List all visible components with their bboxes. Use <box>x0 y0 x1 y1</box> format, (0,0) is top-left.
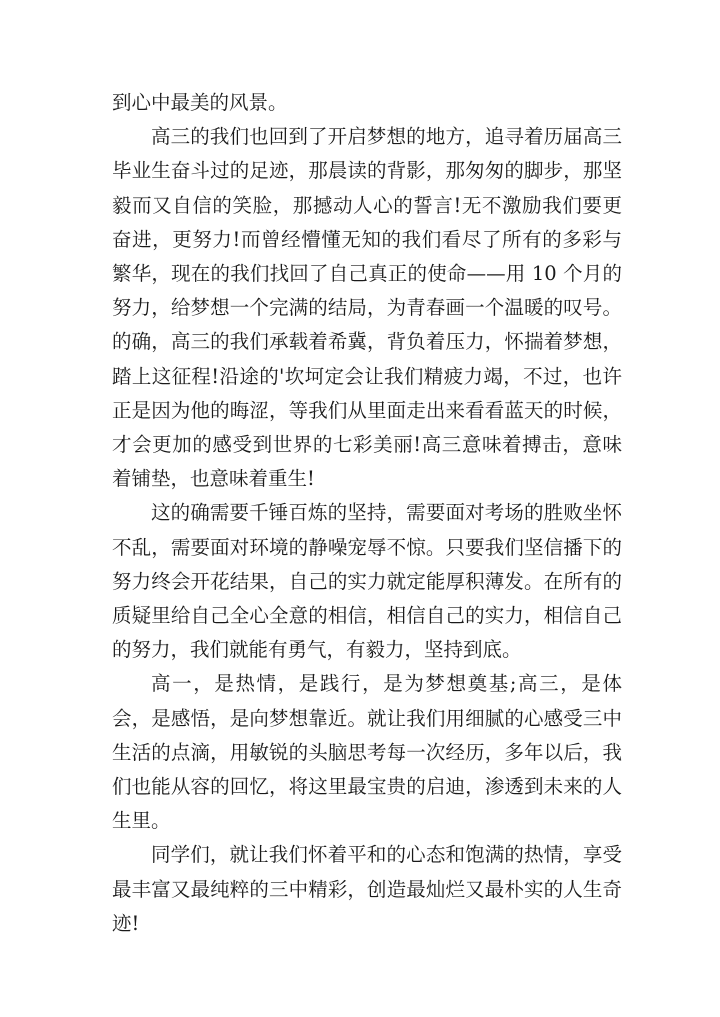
paragraph-senior-dream: 高三的我们也回到了开启梦想的地方，追寻着历届高三毕业生奋斗过的足迹，那晨读的背影，那匆匆的脚步，那坚毅而又自信的笑脸，那撼动人心的誓言!无不激励我们要更奋进，更努力!而曾经懵懂无知的我们看尽了所有的多彩与繁华，现在的我们找回了自己真正的使命——用 10 个月的努力，给梦想一个完满的结局，为青春画一个温暖的叹号。的确，高三的我们承载着希冀，背负着压力，怀揣着梦想，踏上这征程!沿途的'坎坷定会让我们精疲力竭，不过，也许正是因为他的晦涩，等我们从里面走出来看看蓝天的时候，才会更加的感受到世界的七彩美丽!高三意味着搏击，意味着铺垫，也意味着重生! <box>112 125 622 491</box>
paragraph-continuation: 到心中最美的风景。 <box>112 91 288 114</box>
paragraph-first-and-third-year: 高一，是热情，是践行，是为梦想奠基;高三，是体会，是感悟，是向梦想靠近。就让我们用细腻的心感受三中生活的点滴，用敏锐的头脑思考每一次经历，多年以后，我们也能从容的回忆，将这里最宝贵的启迪，渗透到未来的人生里。 <box>112 672 622 833</box>
document-body <box>112 86 622 941</box>
paragraph-persistence: 这的确需要千锤百炼的坚持，需要面对考场的胜败坐怀不乱，需要面对环境的静噪宠辱不惊。只要我们坚信播下的努力终会开花结果，自己的实力就定能厚积薄发。在所有的质疑里给自己全心全意的相信，相信自己的实力，相信自己的努力，我们就能有勇气，有毅力，坚持到底。 <box>112 501 622 662</box>
paragraph-closing-call: 同学们，就让我们怀着平和的心态和饱满的热情，享受最丰富又最纯粹的三中精彩，创造最灿烂又最朴实的人生奇迹! <box>112 843 622 935</box>
